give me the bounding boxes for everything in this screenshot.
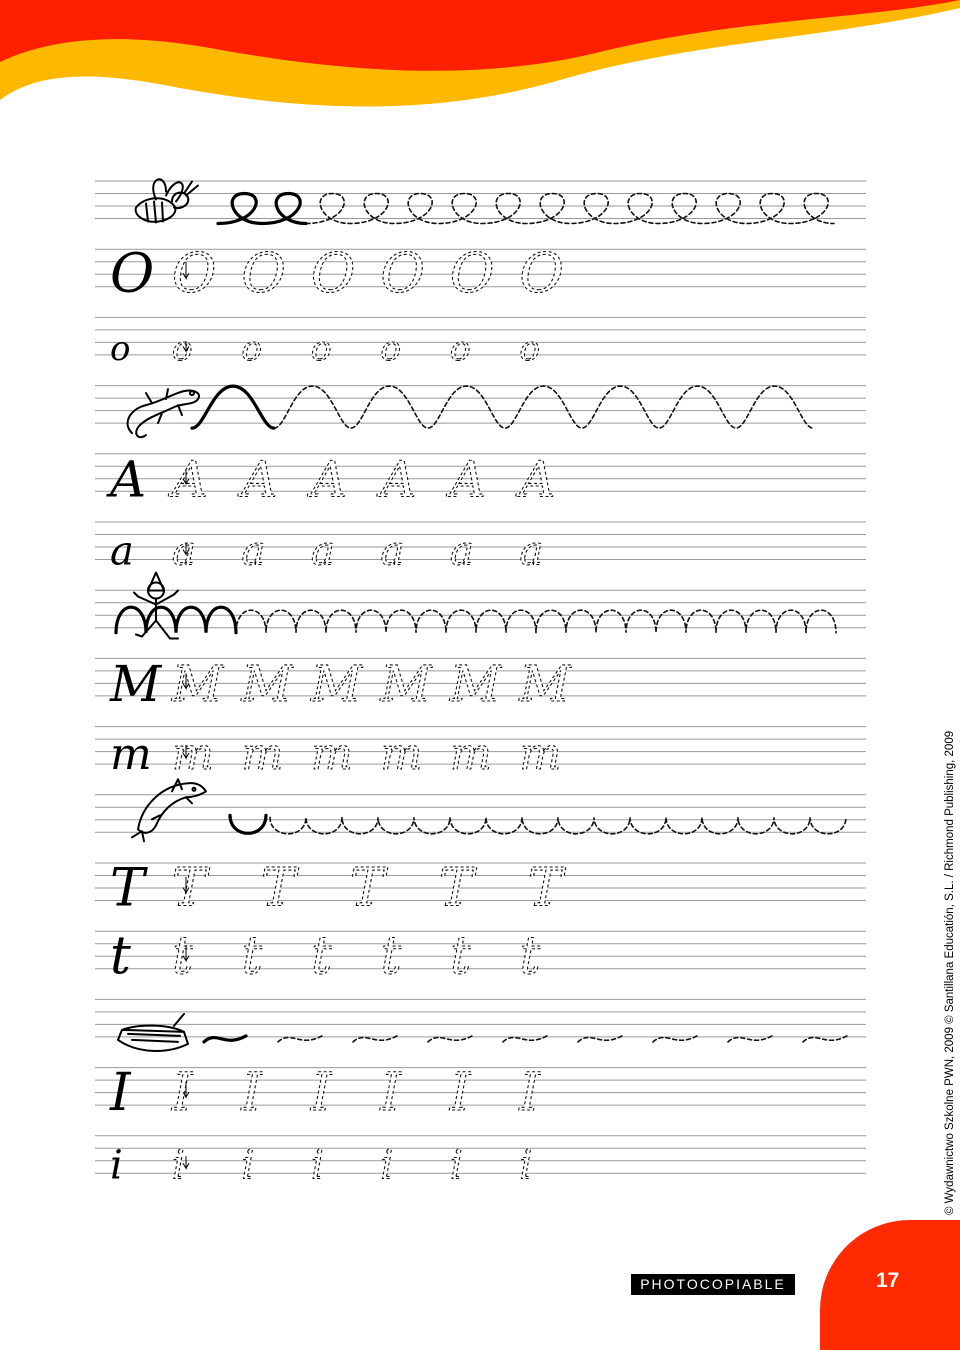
- traced-letter: i: [450, 1142, 463, 1189]
- model-letter: M: [110, 654, 162, 713]
- page-number: 17: [876, 1269, 900, 1292]
- traced-letter: I: [450, 1063, 471, 1124]
- traced-letter: o: [311, 328, 332, 369]
- traced-letter: o: [241, 328, 262, 369]
- boat-outline: [128, 1034, 180, 1042]
- traced-letter: M: [380, 654, 432, 713]
- traced-letter: m: [241, 729, 284, 781]
- traced-pattern-stroke: [274, 386, 813, 428]
- traced-letter: O: [519, 241, 564, 305]
- traced-letter: o: [450, 328, 471, 369]
- model-pattern-stroke: [116, 607, 236, 633]
- model-letter: A: [110, 450, 147, 509]
- model-letter: i: [110, 1142, 123, 1189]
- traced-letter: O: [172, 241, 217, 305]
- model-letter: o: [110, 328, 131, 369]
- traced-letter: I: [311, 1063, 332, 1124]
- traced-letter: m: [450, 729, 492, 781]
- lizard-outline: [136, 425, 146, 437]
- clown-icon: [134, 573, 178, 639]
- traced-letter: T: [439, 858, 474, 919]
- traced-letter: O: [380, 241, 425, 305]
- model-letter: O: [110, 241, 155, 305]
- traced-letter: a: [241, 528, 266, 575]
- model-pattern-stroke: [192, 386, 274, 428]
- traced-letter: A: [519, 450, 556, 509]
- traced-letter: A: [241, 450, 278, 509]
- traced-letter: o: [380, 328, 401, 369]
- traced-letter: a: [519, 528, 544, 575]
- traced-letter: T: [172, 858, 207, 919]
- traced-letter: t: [519, 926, 541, 987]
- traced-letter: m: [172, 729, 214, 781]
- traced-letter: O: [241, 241, 286, 305]
- traced-letter: i: [172, 1142, 185, 1189]
- traced-letter: I: [519, 1063, 541, 1124]
- boat-icon: [118, 1014, 188, 1051]
- traced-letter: M: [519, 654, 571, 713]
- photocopiable-stamp: PHOTOCOPIABLE: [631, 1274, 795, 1295]
- traced-letter: A: [311, 450, 348, 509]
- traced-letter: a: [450, 528, 474, 575]
- dolphin-outline: [152, 797, 192, 819]
- traced-letter: I: [380, 1063, 402, 1124]
- model-letter: t: [110, 926, 131, 987]
- traced-letter: m: [380, 729, 423, 781]
- traced-letter: O: [311, 241, 356, 305]
- traced-letter: T: [528, 858, 563, 919]
- traced-letter: a: [380, 528, 405, 575]
- traced-letter: A: [172, 450, 209, 509]
- traced-letter: m: [519, 729, 562, 781]
- traced-letter: o: [519, 328, 540, 369]
- traced-letter: a: [172, 528, 196, 575]
- copyright-credit: © Wydawnictwo Szkolne PWN, 2009 © Santillana Educatión, S.L. / Richmond Publishing, 2009: [944, 730, 956, 1215]
- traced-letter: I: [172, 1063, 193, 1124]
- traced-letter: M: [172, 654, 224, 713]
- traced-letter: T: [350, 858, 385, 919]
- traced-letter: t: [172, 926, 193, 987]
- traced-pattern-stroke: [236, 610, 836, 633]
- traced-letter: a: [311, 528, 335, 575]
- traced-letter: m: [311, 729, 353, 781]
- traced-letter: M: [450, 654, 502, 713]
- traced-letter: t: [450, 926, 471, 987]
- traced-letter: M: [311, 654, 363, 713]
- traced-letter: T: [261, 858, 296, 919]
- lizard-icon: [128, 389, 199, 437]
- traced-letter: t: [241, 926, 263, 987]
- dolphin-outline: [193, 788, 196, 791]
- traced-letter: i: [519, 1142, 533, 1189]
- traced-letter: o: [172, 328, 193, 369]
- traced-letter: i: [311, 1142, 324, 1189]
- model-letter: a: [110, 528, 134, 575]
- traced-letter: A: [450, 450, 487, 509]
- model-letter: m: [110, 729, 152, 781]
- traced-letter: M: [241, 654, 293, 713]
- lizard-outline: [190, 391, 194, 395]
- traced-letter: i: [380, 1142, 394, 1189]
- traced-letter: O: [450, 241, 495, 305]
- traced-letter: t: [380, 926, 402, 987]
- traced-letter: I: [241, 1063, 263, 1124]
- model-letter: T: [110, 858, 145, 919]
- bee-outline: [146, 202, 163, 223]
- model-pattern-stroke: [230, 815, 266, 833]
- traced-letter: t: [311, 926, 332, 987]
- traced-letter: i: [241, 1142, 255, 1189]
- model-letter: I: [110, 1063, 131, 1124]
- traced-letter: A: [380, 450, 417, 509]
- bee-icon: [136, 179, 198, 222]
